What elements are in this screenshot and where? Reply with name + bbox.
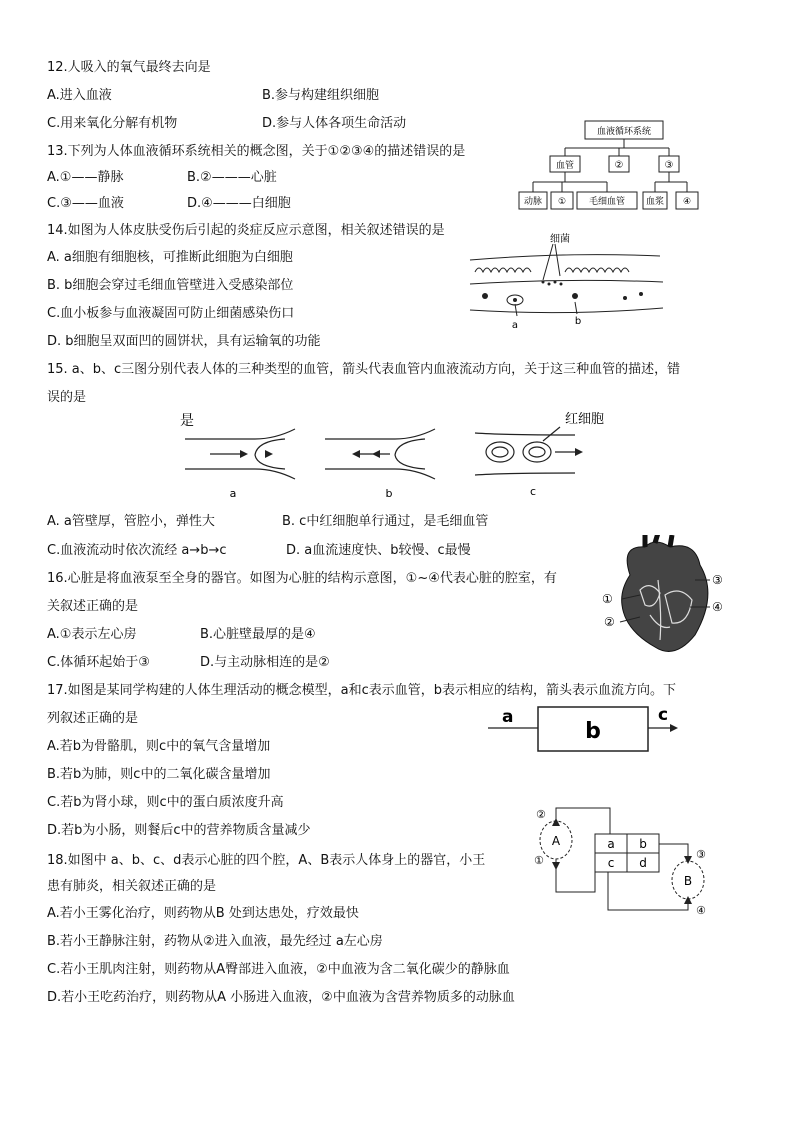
vessel-4-label: ④ <box>696 904 706 917</box>
q17-stem-line2: 列叙述正确的是 <box>47 711 139 726</box>
chamber-a-label: a <box>607 837 615 851</box>
q15-vessels-figure <box>175 405 615 500</box>
rbc-label: 红细胞 <box>565 412 605 427</box>
q15-option-d: D. a血流速度快、b较慢、c最慢 <box>286 543 471 558</box>
heart-chamber-2: ② <box>604 615 615 629</box>
q17-option-b: B.若b为肺，则c中的二氧化碳含量增加 <box>47 767 271 782</box>
chamber-c-label: c <box>607 856 615 870</box>
diagram-leaf-artery: 动脉 <box>523 197 543 207</box>
q12-stem: 12.人吸入的氧气最终去向是 <box>47 60 211 75</box>
q16-stem-line1: 16.心脏是将血液泵至全身的器官。如图为心脏的结构示意图，①~④代表心脏的腔室，有 <box>47 571 557 586</box>
q13-concept-diagram <box>515 118 715 214</box>
organ-B-label: B <box>683 874 693 888</box>
q12-option-b: B.参与构建组织细胞 <box>262 88 380 103</box>
q13-option-b: B.②———心脏 <box>187 170 277 185</box>
q18-option-b: B.若小王静脉注射，药物从②进入血液，最先经过 a左心房 <box>47 934 383 949</box>
q14-stem: 14.如图为人体皮肤受伤后引起的炎症反应示意图，相关叙述错误的是 <box>47 223 445 238</box>
q12-option-a: A.进入血液 <box>47 88 112 103</box>
vessel-b-label: b <box>385 487 393 500</box>
diagram-node-vessel: 血管 <box>555 161 575 171</box>
q15-mark: 是 <box>180 413 194 429</box>
q14-option-a: A. a细胞有细胞核，可推断此细胞为白细胞 <box>47 250 293 265</box>
q14-inflammation-figure <box>465 232 670 332</box>
q15-option-b: B. c中红细胞单行通过，是毛细血管 <box>282 514 489 529</box>
q13-option-d: D.④———白细胞 <box>187 196 291 211</box>
q18-option-a: A.若小王雾化治疗，则药物从B 处到达患处，疗效最快 <box>47 906 359 921</box>
chamber-d-label: d <box>639 856 647 870</box>
q18-option-c: C.若小王肌肉注射，则药物从A臀部进入血液，②中血液为含二氧化碳少的静脉血 <box>47 962 510 977</box>
q17-option-d: D.若b为小肠，则餐后c中的营养物质含量减少 <box>47 823 311 838</box>
q16-option-b: B.心脏壁最厚的是④ <box>200 627 316 642</box>
q16-heart-figure <box>600 535 730 665</box>
heart-chamber-4: ④ <box>712 600 723 614</box>
q15-option-a: A. a管壁厚，管腔小，弹性大 <box>47 514 215 529</box>
q17-option-a: A.若b为骨骼肌，则c中的氧气含量增加 <box>47 739 271 754</box>
q18-option-d: D.若小王吃药治疗，则药物从A 小肠进入血液，②中血液为含营养物质多的动脉血 <box>47 990 515 1005</box>
q14-option-c: C.血小板参与血液凝固可防止细菌感染伤口 <box>47 306 295 321</box>
vessel-1-label: ① <box>534 854 544 867</box>
chamber-b-label: b <box>639 837 647 851</box>
bacteria-label: 细菌 <box>550 234 570 245</box>
diagram-node-3: ③ <box>664 160 674 171</box>
vessel-a-label: a <box>229 487 237 500</box>
diagram-root: 血液循环系统 <box>596 127 652 137</box>
q17-option-c: C.若b为肾小球，则c中的蛋白质浓度升高 <box>47 795 284 810</box>
q12-option-c: C.用来氧化分解有机物 <box>47 116 178 131</box>
organ-A-label: A <box>551 834 561 848</box>
q16-option-a: A.①表示左心房 <box>47 627 137 642</box>
cell-a-label: a <box>511 320 519 331</box>
q18-stem-line1: 18.如图中 a、b、c、d表示心脏的四个腔，A、B表示人体身上的器官，小王 <box>47 853 486 868</box>
q18-stem-line2: 患有肺炎，相关叙述正确的是 <box>47 879 217 894</box>
q16-option-d: D.与主动脉相连的是② <box>200 655 330 670</box>
diagram-leaf-capillary: 毛细血管 <box>588 197 626 207</box>
vessel-c-label: c <box>529 485 537 498</box>
q13-stem: 13.下列为人体血液循环系统相关的概念图，关于①②③④的描述错误的是 <box>47 144 466 159</box>
heart-chamber-3: ③ <box>712 573 723 587</box>
diagram-leaf-4: ④ <box>682 197 692 207</box>
model-label-c: c <box>658 705 669 725</box>
q14-option-b: B. b细胞会穿过毛细血管壁进入受感染部位 <box>47 278 294 293</box>
diagram-node-2: ② <box>614 160 624 171</box>
q15-stem-line2: 误的是 <box>47 390 87 405</box>
q17-stem-line1: 17.如图是某同学构建的人体生理活动的概念模型，a和c表示血管，b表示相应的结构，箭头表示血流方向。下 <box>47 683 677 698</box>
vessel-3-label: ③ <box>696 848 706 861</box>
model-label-b: b <box>585 719 601 744</box>
q13-option-c: C.③——血液 <box>47 196 124 211</box>
diagram-leaf-1: ① <box>557 197 567 207</box>
q15-option-c: C.血液流动时依次流经 a→b→c <box>47 543 227 558</box>
model-label-a: a <box>502 707 514 727</box>
cell-b-label: b <box>574 316 582 327</box>
q13-option-a: A.①——静脉 <box>47 170 124 185</box>
q18-circulation-figure <box>530 800 720 920</box>
q17-model-figure <box>480 700 685 760</box>
q15-stem-line1: 15. a、b、c三图分别代表人体的三种类型的血管，箭头代表血管内血液流动方向，关于这三种血管的描述，错 <box>47 362 681 377</box>
q14-option-d: D. b细胞呈双面凹的圆饼状，具有运输氧的功能 <box>47 334 321 349</box>
q16-option-c: C.体循环起始于③ <box>47 655 150 670</box>
vessel-2-label: ② <box>536 808 546 821</box>
q12-option-d: D.参与人体各项生命活动 <box>262 116 407 131</box>
heart-chamber-1: ① <box>602 592 613 606</box>
q16-stem-line2: 关叙述正确的是 <box>47 599 139 614</box>
diagram-leaf-plasma: 血浆 <box>645 197 665 207</box>
